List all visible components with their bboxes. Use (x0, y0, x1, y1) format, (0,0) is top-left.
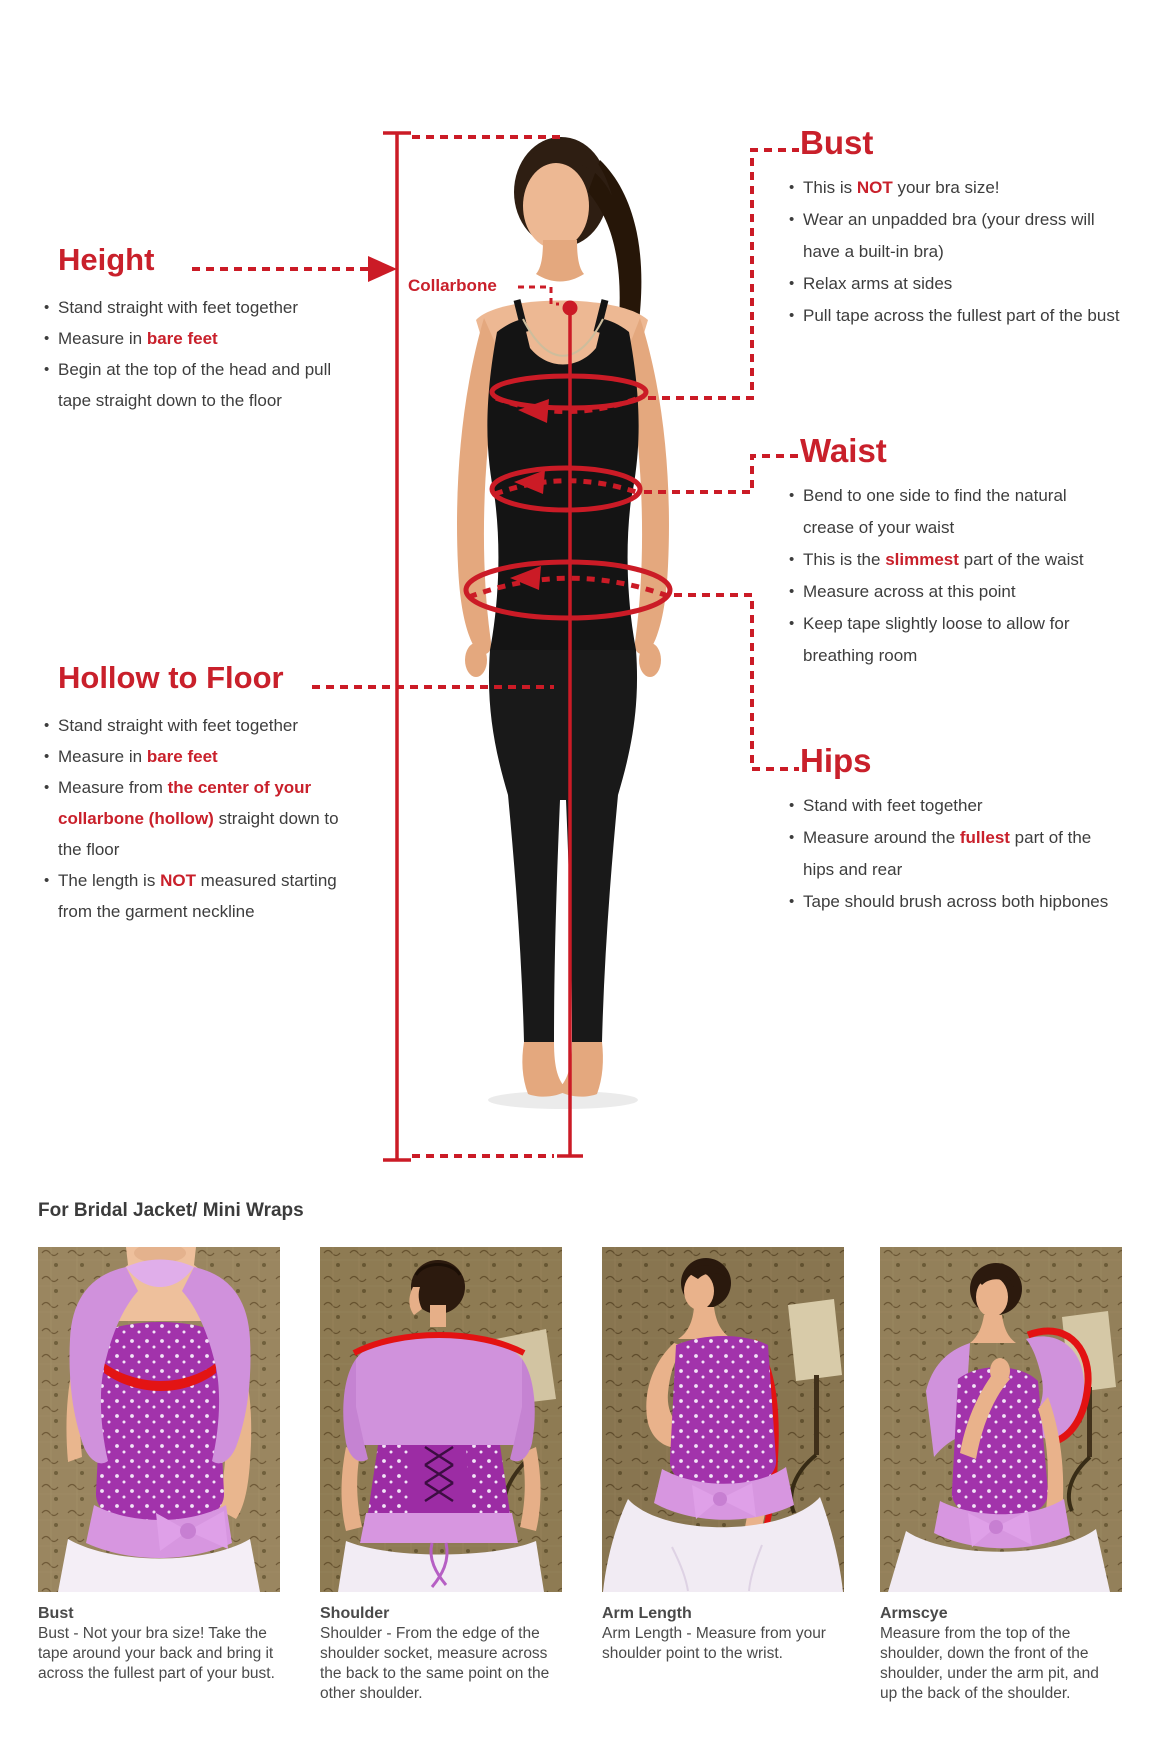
hollow-to-floor-section (38, 658, 368, 927)
bullet-item: • The length is NOT measured starting from the garment neckline (58, 865, 352, 927)
height-title: Height (58, 242, 155, 277)
height-section (38, 240, 358, 416)
bullet-item: • Bend to one side to find the natural crease of your waist (803, 480, 1121, 544)
hips-title: Hips (800, 742, 872, 779)
bullet-item: • Stand with feet together (803, 790, 1109, 822)
photo-arm-length (602, 1247, 844, 1592)
bullet-item: • Measure from the center of your collarbone (hollow) straight down to the floor (58, 772, 352, 865)
card-armscye (880, 1247, 1122, 1704)
card-bust (38, 1247, 280, 1684)
waist-title: Waist (800, 432, 887, 469)
bullet-item: • Wear an unpadded bra (your dress will have a built-in bra) (803, 204, 1121, 268)
bullet-item: • Relax arms at sides (803, 268, 1121, 300)
photo-shoulder-back (320, 1247, 562, 1592)
hollow-to-floor-title: Hollow to Floor (58, 660, 284, 695)
hollow-to-floor-bullets (38, 710, 352, 927)
hips-section (787, 740, 1127, 918)
card-shoulder (320, 1247, 562, 1704)
bullet-item: • Measure in bare feet (58, 323, 354, 354)
bullet-item: • This is the slimmest part of the waist (803, 544, 1121, 576)
photo-armscye (880, 1247, 1122, 1592)
bullet-item: • Keep tape slightly loose to allow for breathing room (803, 608, 1121, 672)
bullet-item: • Tape should brush across both hipbones (803, 886, 1109, 918)
bullet-item: • Measure across at this point (803, 576, 1121, 608)
bullet-item: • Stand straight with feet together (58, 292, 354, 323)
card-shoulder-text: Shoulder - From the edge of the shoulder socket, measure across the back to the same point on the other shoulder. (320, 1625, 550, 1702)
height-bullets (38, 292, 354, 416)
card-shoulder-title: Shoulder (320, 1605, 390, 1622)
collarbone-label: Collarbone (408, 276, 497, 295)
card-arm-length (602, 1247, 844, 1664)
photo-bust-front (38, 1247, 280, 1592)
bullet-item: • Begin at the top of the head and pull tape straight down to the floor (58, 354, 354, 416)
bust-title: Bust (800, 124, 874, 161)
bullet-item: • Measure in bare feet (58, 741, 352, 772)
waist-section (787, 430, 1127, 672)
card-armscye-text: Measure from the top of the shoulder, down the front of the shoulder, under the arm pit, and up the back of the shoulder. (880, 1625, 1099, 1702)
bust-section (787, 122, 1127, 332)
bullet-item: • This is NOT your bra size! (803, 172, 1121, 204)
card-arm-length-title: Arm Length (602, 1605, 692, 1622)
jacket-section-title: For Bridal Jacket/ Mini Wraps (38, 1200, 304, 1221)
waist-bullets (787, 480, 1121, 672)
card-armscye-title: Armscye (880, 1605, 948, 1622)
bullet-item: • Pull tape across the fullest part of the bust (803, 300, 1121, 332)
bust-bullets (787, 172, 1121, 332)
bullet-item: • Stand straight with feet together (58, 710, 352, 741)
card-bust-text: Bust - Not your bra size! Take the tape around your back and bring it across the fullest part of your bust. (38, 1625, 275, 1682)
bullet-item: • Measure around the fullest part of the hips and rear (803, 822, 1109, 886)
card-arm-length-text: Arm Length - Measure from your shoulder point to the wrist. (602, 1625, 826, 1662)
hips-bullets (787, 790, 1109, 918)
card-bust-title: Bust (38, 1605, 74, 1622)
